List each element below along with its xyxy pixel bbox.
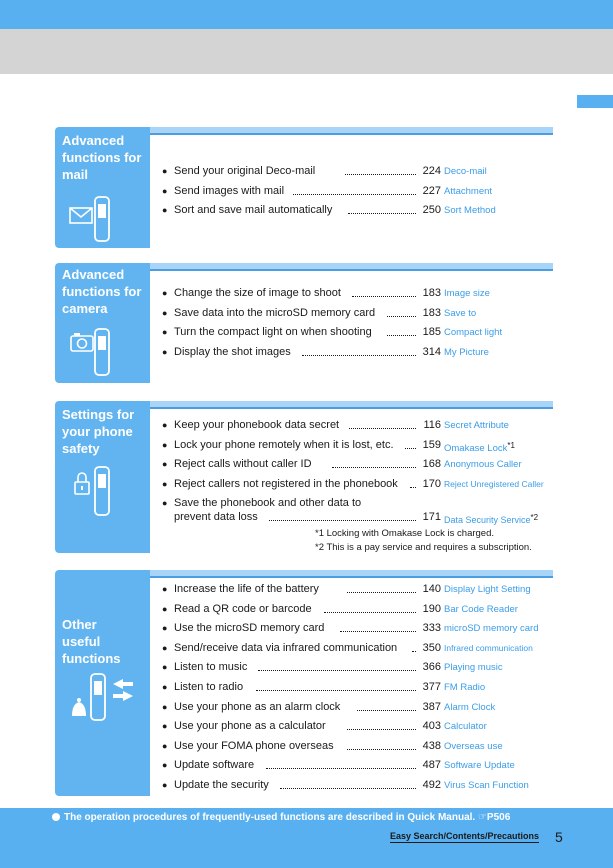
item-description: Update software <box>174 759 255 772</box>
list-item <box>162 776 553 796</box>
item-description: Change the size of image to shoot <box>174 287 341 299</box>
reference-link[interactable]: Image size <box>444 288 490 299</box>
page-reference: 224 <box>422 165 441 177</box>
title-line: your phone <box>62 424 133 439</box>
item-description: Listen to radio <box>174 680 244 693</box>
section-camera <box>55 263 553 383</box>
footnote-marker: *2 <box>530 513 539 523</box>
list-item <box>162 658 553 678</box>
bullet-icon: ● <box>162 584 168 594</box>
reference-link[interactable]: Calculator <box>444 721 487 733</box>
section-safety-title <box>62 406 150 457</box>
list-item <box>162 201 553 221</box>
reference-link[interactable]: Playing music <box>444 662 503 674</box>
section-mail <box>55 127 553 248</box>
section-other-header-line <box>150 570 553 578</box>
section-safety <box>55 401 553 553</box>
reference-link[interactable]: Overseas use <box>444 740 503 752</box>
page-reference: 333 <box>422 622 441 635</box>
dot-leader <box>410 487 416 488</box>
list-item <box>162 182 553 202</box>
list-item <box>162 284 553 304</box>
page-reference: 387 <box>422 700 441 713</box>
lock-phone-icon <box>69 465 129 519</box>
dot-leader <box>345 174 416 175</box>
item-description: Read a QR code or barcode <box>174 602 312 615</box>
reference-link[interactable]: Infrared communication <box>444 642 533 653</box>
reference-link[interactable]: Software Update <box>444 760 515 772</box>
page-reference: 366 <box>422 661 441 674</box>
item-description: Save the phonebook and other data to <box>174 497 362 510</box>
section-mail-items <box>162 162 553 221</box>
item-description: Use the microSD memory card <box>174 622 325 635</box>
title-line: safety <box>62 441 100 456</box>
item-description: Use your FOMA phone overseas <box>174 739 334 752</box>
title-line: camera <box>62 301 108 316</box>
bullet-icon: ● <box>162 346 168 357</box>
dot-leader <box>258 670 416 671</box>
reference-link[interactable]: Anonymous Caller <box>444 459 522 471</box>
section-safety-header-line <box>150 401 553 409</box>
bullet-icon: ● <box>162 166 168 176</box>
bullet-icon: ● <box>162 662 168 673</box>
list-item <box>162 494 553 528</box>
item-description: Listen to music <box>174 661 248 674</box>
page-reference: 116 <box>423 419 441 431</box>
footnote-2: *2 This is a pay service and requires a subscription. <box>315 542 532 553</box>
chapter-side-tab <box>577 95 613 108</box>
section-other-label <box>55 570 150 796</box>
section-camera-title <box>62 266 150 317</box>
section-safety-label <box>55 401 150 553</box>
reference-link[interactable]: Omakase Lock$^{*1}$ <box>444 440 515 454</box>
dot-leader <box>340 631 416 632</box>
page-reference: 183 <box>422 287 441 299</box>
bullet-icon: ● <box>162 779 168 790</box>
top-color-band <box>0 0 613 29</box>
bullet-icon: ● <box>162 478 168 489</box>
bullet-icon: ● <box>162 760 168 771</box>
dot-leader <box>266 768 416 769</box>
list-item <box>162 639 553 659</box>
bullet-icon: ● <box>162 701 168 712</box>
list-item <box>162 717 553 737</box>
reference-link[interactable]: Secret Attribute <box>444 420 509 431</box>
footnote-1: *1 Locking with Omakase Lock is charged. <box>315 528 495 539</box>
title-line: functions for <box>62 150 142 165</box>
bullet-icon: ● <box>162 721 168 732</box>
page-number: 5 <box>555 829 563 845</box>
list-item <box>162 416 553 436</box>
reference-link[interactable]: Save to <box>444 307 477 319</box>
dot-leader <box>280 788 416 789</box>
section-other-title <box>62 616 150 667</box>
page-reference: 159 <box>422 438 441 451</box>
item-description: Reject calls without caller ID <box>174 458 312 471</box>
page-reference: 350 <box>422 641 441 654</box>
dot-leader <box>412 651 416 652</box>
page-reference: 314 <box>422 345 441 358</box>
title-line: Settings for <box>62 407 135 422</box>
list-item <box>162 580 553 600</box>
page-reference: 438 <box>422 739 441 752</box>
list-item <box>162 436 553 456</box>
list-item <box>162 678 553 698</box>
item-description: Send/receive data via infrared communication <box>174 641 398 654</box>
camera-phone-icon <box>69 327 129 379</box>
page-reference: 492 <box>422 778 441 791</box>
dot-leader <box>302 355 416 356</box>
footer-section-name: Easy Search/Contents/Precautions <box>390 831 540 841</box>
item-description: Sort and save mail automatically <box>174 204 333 217</box>
item-description: Send your original Deco-mail <box>174 165 316 177</box>
footer-note: The operation procedures of frequently-used functions are described in Quick Manual. ☞P506 <box>52 812 510 823</box>
reference-link[interactable]: Compact light <box>444 327 503 339</box>
dot-leader <box>387 316 416 317</box>
dot-leader <box>347 749 416 750</box>
item-description: Reject callers not registered in the phonebook <box>174 477 398 490</box>
bullet-dot-icon <box>52 813 60 821</box>
bullet-icon: ● <box>162 205 168 216</box>
bullet-icon: ● <box>162 439 168 450</box>
dot-leader <box>405 448 416 449</box>
list-item <box>162 304 553 324</box>
section-camera-header-line <box>150 263 553 271</box>
section-mail-label <box>55 127 150 248</box>
item-description: Use your phone as a calculator <box>174 720 326 733</box>
title-line: Advanced <box>62 267 125 282</box>
list-item <box>162 475 553 495</box>
title-line: useful <box>62 634 101 649</box>
list-item <box>162 619 553 639</box>
bullet-icon: ● <box>162 623 168 634</box>
mail-phone-icon <box>69 195 129 243</box>
item-description: prevent data loss <box>174 511 258 524</box>
dot-leader <box>347 729 416 730</box>
reference-link[interactable]: Bar Code Reader <box>444 603 518 615</box>
dot-leader <box>348 213 416 214</box>
dot-leader <box>387 335 416 336</box>
page-reference: 168 <box>422 458 441 471</box>
reference-link[interactable]: FM Radio <box>444 681 486 693</box>
bullet-icon: ● <box>162 327 168 338</box>
bullet-icon: ● <box>162 420 168 430</box>
section-mail-header-line <box>150 127 553 135</box>
page-reference: 185 <box>422 326 441 339</box>
bullet-icon: ● <box>162 681 168 692</box>
section-camera-items <box>162 284 553 362</box>
bullet-icon: ● <box>162 642 168 653</box>
dot-leader <box>293 194 416 195</box>
reference-link[interactable]: Reject Unregistered Caller <box>444 478 544 489</box>
dot-leader <box>352 296 416 297</box>
list-item <box>162 162 553 182</box>
item-description: Use your phone as an alarm clock <box>174 700 341 713</box>
page-reference: 377 <box>422 680 441 693</box>
bullet-icon: ● <box>162 498 168 509</box>
page-reference: 170 <box>422 477 441 490</box>
item-description: Save data into the microSD memory card <box>174 306 376 319</box>
title-line: Advanced <box>62 133 125 148</box>
reference-link[interactable]: Virus Scan Function <box>444 779 529 791</box>
section-other-items <box>162 580 553 796</box>
dot-leader <box>347 592 416 593</box>
list-item <box>162 343 553 363</box>
list-item <box>162 455 553 475</box>
page-reference: 140 <box>422 583 441 595</box>
item-description: Keep your phonebook data secret <box>174 419 340 431</box>
bullet-icon: ● <box>162 459 168 470</box>
page-reference: 403 <box>422 720 441 733</box>
page-reference: 171 <box>422 511 441 524</box>
list-item <box>162 600 553 620</box>
section-camera-label <box>55 263 150 383</box>
section-mail-title <box>62 132 150 183</box>
item-description: Display the shot images <box>174 345 291 358</box>
reference-link[interactable]: Deco-mail <box>444 166 487 177</box>
reference-link[interactable]: Sort Method <box>444 205 496 217</box>
title-line: functions for <box>62 284 142 299</box>
item-description: Increase the life of the battery <box>174 583 319 595</box>
dot-leader <box>349 428 416 429</box>
header-grey-band <box>0 29 613 74</box>
bullet-icon: ● <box>162 288 168 298</box>
page-reference: 487 <box>422 759 441 772</box>
reference-link[interactable]: Alarm Clock <box>444 701 496 713</box>
page-reference: 250 <box>422 204 441 217</box>
dot-leader <box>256 690 416 691</box>
reference-link[interactable]: My Picture <box>444 346 489 358</box>
list-item <box>162 698 553 718</box>
title-line: mail <box>62 167 89 182</box>
list-item <box>162 323 553 343</box>
page-reference: 227 <box>422 184 441 197</box>
list-item <box>162 756 553 776</box>
dot-leader <box>332 467 416 468</box>
bullet-icon: ● <box>162 185 168 196</box>
reference-link[interactable]: Attachment <box>444 185 493 197</box>
item-description: Update the security <box>174 778 269 791</box>
section-other <box>55 570 553 796</box>
page-reference: 190 <box>422 602 441 615</box>
item-description: Turn the compact light on when shooting <box>174 326 372 339</box>
reference-link[interactable]: Data Security Service*2 <box>444 513 539 526</box>
bullet-icon: ● <box>162 603 168 614</box>
list-item <box>162 737 553 757</box>
title-line: Other <box>62 617 97 632</box>
reference-link[interactable]: Display Light Setting <box>444 584 531 595</box>
bullet-icon: ● <box>162 307 168 318</box>
title-line: functions <box>62 651 121 666</box>
bell-phone-infrared-icon <box>67 672 139 724</box>
bullet-icon: ● <box>162 740 168 751</box>
item-description: Lock your phone remotely when it is lost, etc. <box>174 438 394 451</box>
dot-leader <box>324 612 416 613</box>
reference-link[interactable]: microSD memory card <box>444 623 539 635</box>
dot-leader <box>357 710 416 711</box>
section-safety-items <box>162 416 553 528</box>
item-description: Send images with mail <box>174 184 285 197</box>
dot-leader <box>269 520 416 521</box>
footnote-marker: *1 <box>507 440 515 450</box>
page-reference: 183 <box>422 306 441 319</box>
